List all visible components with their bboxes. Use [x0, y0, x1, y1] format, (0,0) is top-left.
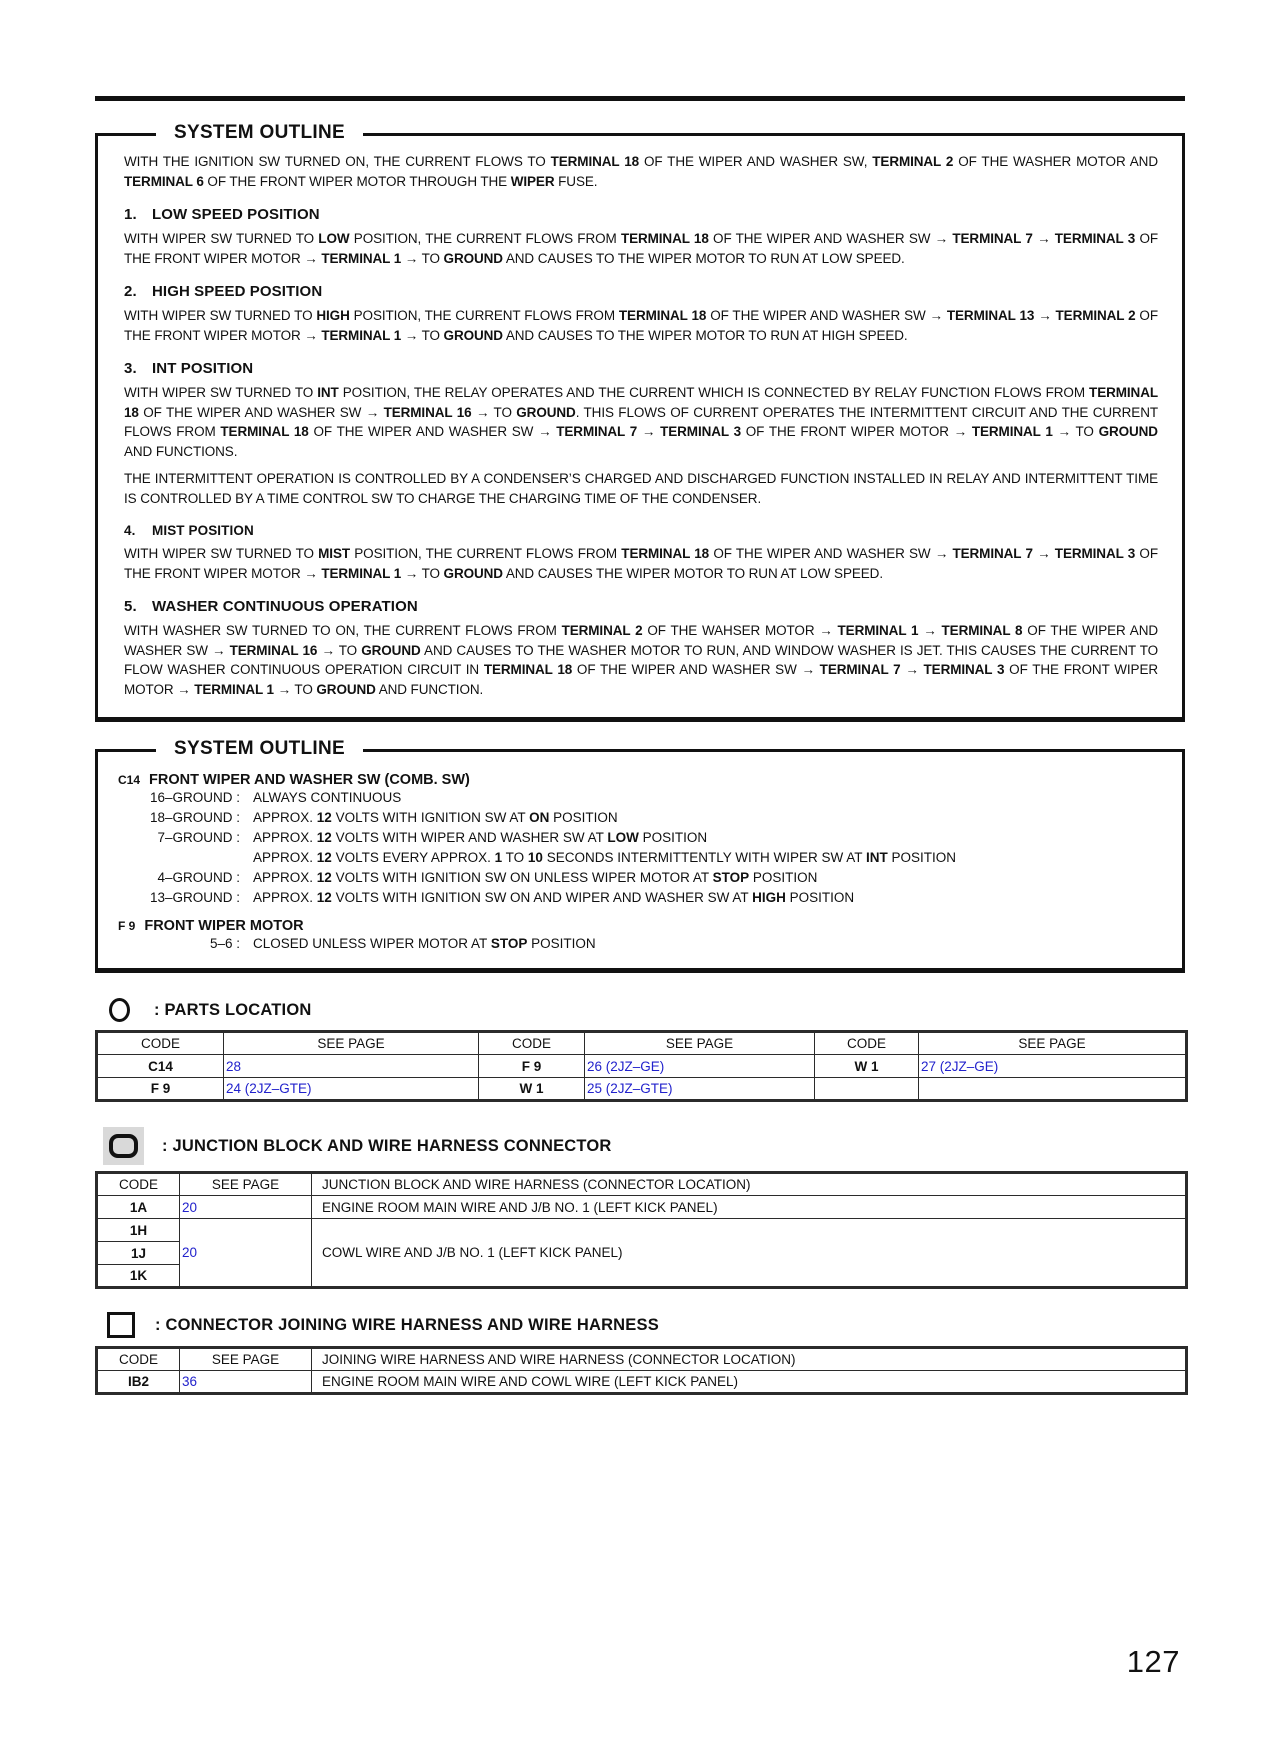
- page-content: [95, 96, 1185, 1395]
- connector-joining-header: [109, 1312, 1185, 1338]
- see-page-link[interactable]: 36: [180, 1371, 312, 1394]
- terminal-hints-box: [95, 738, 1185, 973]
- connector-joining-square-icon: [107, 1312, 135, 1338]
- code-cell: [815, 1078, 919, 1101]
- hint-group-heading-f9: F 9 FRONT WIPER MOTOR: [118, 918, 304, 934]
- connector-joining-table: [95, 1346, 1188, 1395]
- see-page-link[interactable]: [919, 1078, 1187, 1101]
- code-cell: F 9: [479, 1055, 585, 1078]
- column-header: CODE: [97, 1348, 180, 1371]
- connector-joining-title: : CONNECTOR JOINING WIRE HARNESS AND WIRE HARNESS: [155, 1315, 659, 1334]
- see-page-link[interactable]: 28: [224, 1055, 479, 1078]
- outline-heading-mist: 4. MIST POSITION: [124, 523, 254, 538]
- outline-paragraph: WITH WIPER SW TURNED TO HIGH POSITION, THE CURRENT FLOWS FROM TERMINAL 18 OF THE WIPER AND WASHER SW → TERMINAL 13 → TERMINAL 2 OF THE FRONT WIPER MOTOR → TERMINAL 1 → TO GROUND AND CAUSES TO THE WIPER MOTOR TO RUN AT HIGH SPEED.: [124, 308, 1158, 343]
- table-header-row: [97, 1032, 1187, 1055]
- junction-block-table: [95, 1171, 1188, 1289]
- column-header: CODE: [97, 1032, 224, 1055]
- hint-line: 13–GROUND : APPROX. 12 VOLTS WITH IGNITION SW ON AND WIPER AND WASHER SW AT HIGH POSITION: [149, 890, 855, 905]
- code-cell: IB2: [97, 1371, 180, 1394]
- junction-block-title: : JUNCTION BLOCK AND WIRE HARNESS CONNECTOR: [162, 1136, 612, 1155]
- manual-page: [0, 96, 1280, 1752]
- table-row: [97, 1078, 1187, 1101]
- junction-block-header: [109, 1129, 1185, 1163]
- column-header: SEE PAGE: [585, 1032, 815, 1055]
- code-cell: C14: [97, 1055, 224, 1078]
- hint-line: 4–GROUND : APPROX. 12 VOLTS WITH IGNITION SW ON UNLESS WIPER MOTOR AT STOP POSITION: [157, 870, 818, 885]
- column-header: CODE: [97, 1173, 180, 1196]
- outline-paragraph: WITH WIPER SW TURNED TO INT POSITION, THE RELAY OPERATES AND THE CURRENT WHICH IS CONNECTED BY RELAY FUNCTION FLOWS FROM TERMINAL 18 OF THE WIPER AND WASHER SW → TERMINAL 16 → TO GROUND. THIS FLOWS OF CURRENT OPERATES THE INTERMITTENT CIRCUIT AND THE CURRENT FLOWS FROM TERMINAL 18 OF THE WIPER AND WASHER SW → TERMINAL 7 → TERMINAL 3 OF THE FRONT WIPER MOTOR → TERMINAL 1 → TO GROUND AND FUNCTIONS.: [124, 385, 1158, 459]
- desc-cell: ENGINE ROOM MAIN WIRE AND J/B NO. 1 (LEFT KICK PANEL): [312, 1196, 1187, 1219]
- column-header: JUNCTION BLOCK AND WIRE HARNESS (CONNECTOR LOCATION): [312, 1173, 1187, 1196]
- hint-line: 5–6 : CLOSED UNLESS WIPER MOTOR AT STOP POSITION: [209, 936, 596, 951]
- outline-heading-high-speed: 2. HIGH SPEED POSITION: [124, 283, 323, 300]
- system-outline-box: [95, 122, 1185, 722]
- column-header: CODE: [479, 1032, 585, 1055]
- column-header: SEE PAGE: [919, 1032, 1187, 1055]
- section-title-system-outline-hints: SYSTEM OUTLINE: [156, 738, 363, 760]
- outline-heading-int: 3. INT POSITION: [124, 360, 254, 377]
- code-cell: W 1: [479, 1078, 585, 1101]
- code-cell: 1H: [97, 1219, 180, 1242]
- hint-line: 16–GROUND : ALWAYS CONTINUOUS: [149, 790, 402, 805]
- outline-heading-low-speed: 1. LOW SPEED POSITION: [124, 206, 320, 223]
- top-rule: [95, 96, 1185, 101]
- table-row: [97, 1219, 1187, 1242]
- hint-line: 18–GROUND : APPROX. 12 VOLTS WITH IGNITION SW AT ON POSITION: [149, 810, 618, 825]
- page-number: 127: [1126, 1644, 1180, 1679]
- parts-location-table: [95, 1030, 1188, 1102]
- hint-line: 7–GROUND : APPROX. 12 VOLTS WITH WIPER AND WASHER SW AT LOW POSITION: [157, 830, 708, 845]
- column-header: SEE PAGE: [224, 1032, 479, 1055]
- outline-intro: WITH THE IGNITION SW TURNED ON, THE CURRENT FLOWS TO TERMINAL 18 OF THE WIPER AND WASHER SW, TERMINAL 2 OF THE WASHER MOTOR AND TERMINAL 6 OF THE FRONT WIPER MOTOR THROUGH THE WIPER FUSE.: [124, 154, 1158, 189]
- hint-line: APPROX. 12 VOLTS EVERY APPROX. 1 TO 10 SECONDS INTERMITTENTLY WITH WIPER SW AT INT POSITION: [253, 850, 956, 865]
- parts-location-circle-icon: [109, 998, 130, 1022]
- section-title-system-outline: SYSTEM OUTLINE: [156, 122, 363, 144]
- column-header: SEE PAGE: [180, 1348, 312, 1371]
- see-page-link[interactable]: 20: [180, 1196, 312, 1219]
- table-row: [97, 1196, 1187, 1219]
- see-page-link[interactable]: 20: [180, 1219, 312, 1288]
- column-header: JOINING WIRE HARNESS AND WIRE HARNESS (CONNECTOR LOCATION): [312, 1348, 1187, 1371]
- table-row: [97, 1055, 1187, 1078]
- see-page-link[interactable]: 26 (2JZ–GE): [585, 1055, 815, 1078]
- outline-paragraph: WITH WIPER SW TURNED TO MIST POSITION, THE CURRENT FLOWS FROM TERMINAL 18 OF THE WIPER AND WASHER SW → TERMINAL 7 → TERMINAL 3 OF THE FRONT WIPER MOTOR → TERMINAL 1 → TO GROUND AND CAUSES THE WIPER MOTOR TO RUN AT LOW SPEED.: [124, 546, 1158, 581]
- desc-cell: COWL WIRE AND J/B NO. 1 (LEFT KICK PANEL): [312, 1219, 1187, 1288]
- junction-block-icon: [103, 1127, 144, 1165]
- parts-location-header: [109, 998, 1185, 1022]
- outline-heading-washer: 5. WASHER CONTINUOUS OPERATION: [124, 598, 418, 615]
- table-header-row: [97, 1173, 1187, 1196]
- code-cell: 1A: [97, 1196, 180, 1219]
- see-page-link[interactable]: 27 (2JZ–GE): [919, 1055, 1187, 1078]
- outline-paragraph: WITH WIPER SW TURNED TO LOW POSITION, THE CURRENT FLOWS FROM TERMINAL 18 OF THE WIPER AND WASHER SW → TERMINAL 7 → TERMINAL 3 OF THE FRONT WIPER MOTOR → TERMINAL 1 → TO GROUND AND CAUSES TO THE WIPER MOTOR TO RUN AT LOW SPEED.: [124, 231, 1159, 266]
- see-page-link[interactable]: 25 (2JZ–GTE): [585, 1078, 815, 1101]
- code-cell: W 1: [815, 1055, 919, 1078]
- table-row: [97, 1371, 1187, 1394]
- code-cell: F 9: [97, 1078, 224, 1101]
- outline-paragraph: THE INTERMITTENT OPERATION IS CONTROLLED BY A CONDENSER’S CHARGED AND DISCHARGED FUNCTION INSTALLED IN RELAY AND INTERMITTENT TIME IS CONTROLLED BY A TIME CONTROL SW TO CHARGE THE CHARGING TIME OF THE CONDENSER.: [124, 471, 1158, 506]
- table-header-row: [97, 1348, 1187, 1371]
- code-cell: 1J: [97, 1242, 180, 1265]
- column-header: SEE PAGE: [180, 1173, 312, 1196]
- code-cell: 1K: [97, 1265, 180, 1288]
- column-header: CODE: [815, 1032, 919, 1055]
- desc-cell: ENGINE ROOM MAIN WIRE AND COWL WIRE (LEFT KICK PANEL): [312, 1371, 1187, 1394]
- hint-group-heading-c14: C14 FRONT WIPER AND WASHER SW (COMB. SW): [118, 772, 470, 788]
- parts-location-title: : PARTS LOCATION: [154, 1000, 312, 1019]
- outline-paragraph: WITH WASHER SW TURNED TO ON, THE CURRENT FLOWS FROM TERMINAL 2 OF THE WAHSER MOTOR → TERMINAL 1 → TERMINAL 8 OF THE WIPER AND WASHER SW → TERMINAL 16 → TO GROUND AND CAUSES TO THE WASHER MOTOR TO RUN, AND WINDOW WASHER IS JET. THIS CAUSES THE CURRENT TO FLOW WASHER CONTINUOUS OPERATION CIRCUIT IN TERMINAL 18 OF THE WIPER AND WASHER SW → TERMINAL 7 → TERMINAL 3 OF THE FRONT WIPER MOTOR → TERMINAL 1 → TO GROUND AND FUNCTION.: [124, 623, 1159, 697]
- see-page-link[interactable]: 24 (2JZ–GTE): [224, 1078, 479, 1101]
